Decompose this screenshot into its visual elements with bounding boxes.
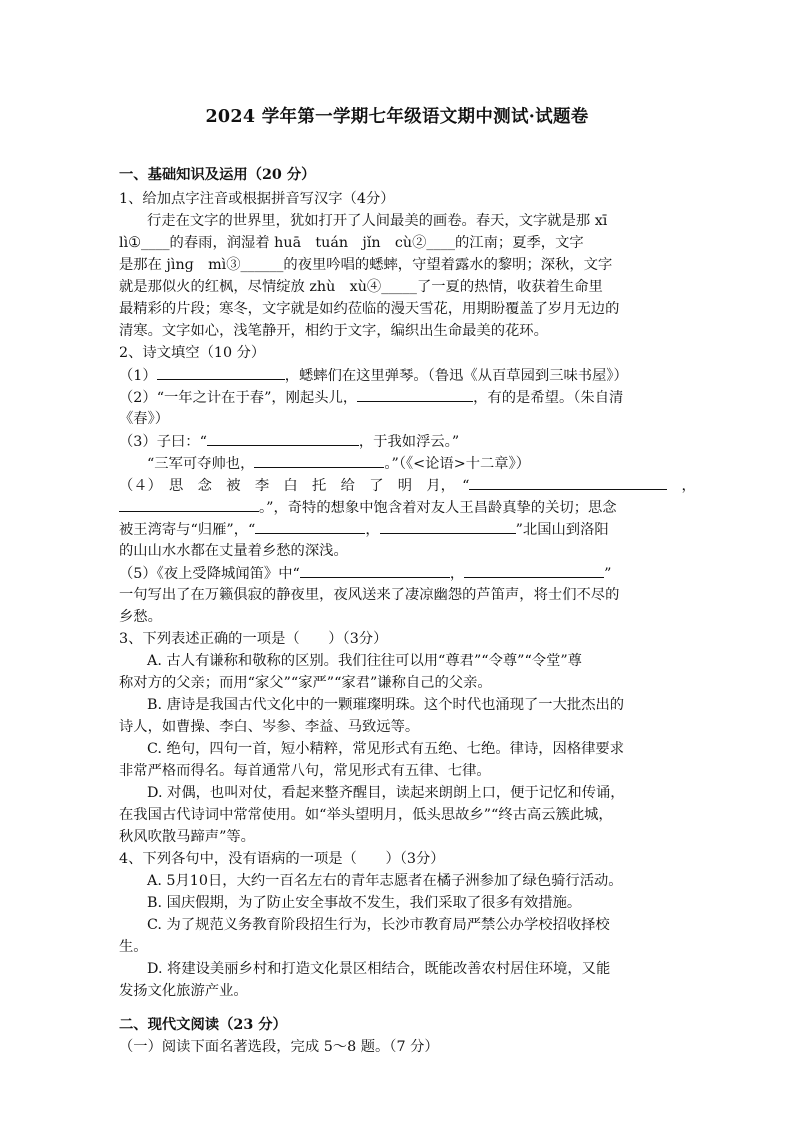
q3-option-a: A. 古人有谦称和敬称的区别。我们往往可以用“尊君”“令尊”“令堂”尊: [147, 653, 582, 669]
q3-option-a-cont: 称对方的父亲；而用“家父”“家严”“家君”谦称自己的父亲。: [119, 675, 492, 691]
q2-item-3-second: [147, 453, 679, 474]
q1-stem: 1、给加点字注音或根据拼音写汉字（4分）: [119, 191, 395, 207]
q2-item-3-suffix: ，于我如浮云。”: [358, 434, 460, 450]
answer-blank[interactable]: [255, 519, 365, 534]
q4-option-a: A. 5月10日，大约一百名左右的青年志愿者在橘子洲参加了绿色骑行活动。: [147, 873, 623, 889]
q2-item-5-prefix: （5）《夜上受降城闻笛》中“: [119, 566, 300, 582]
q2-item-2-prefix: （2）“一年之计在于春”，刚起头儿，: [119, 390, 358, 406]
q2-item-4-comma-2: ，: [365, 522, 380, 538]
q4-stem: 4、下列各句中，没有语病的一项是（ ）（3分）: [119, 851, 445, 867]
section-2-heading: 二、现代文阅读（23 分）: [119, 1017, 287, 1033]
q4-option-d-cont: 发扬文化旅游产业。: [119, 983, 248, 999]
q2-item-1: [119, 365, 679, 386]
answer-blank[interactable]: [157, 365, 285, 380]
exam-title: 2024 学年第一学期七年级语文期中测试·试题卷: [205, 107, 589, 127]
section-2-subheading: （一）阅读下面名著选段，完成 5～8 题。（7 分）: [119, 1039, 439, 1055]
q2-item-3: [119, 431, 679, 452]
q2-item-4-text: 。”，奇特的想象中饱含着对友人王昌龄真挚的关切；思念: [259, 500, 617, 516]
answer-blank[interactable]: [469, 475, 667, 490]
q2-item-3b-suffix: 。”（《<论语>十二章》）: [384, 456, 531, 472]
q2-stem: 2、诗文填空（10 分）: [119, 345, 266, 361]
q3-option-c-cont: 非常严格而得名。每首通常八句，常见形式有五律、七律。: [119, 763, 491, 779]
q3-option-b-cont: 诗人，如曹操、李白、岑参、李益、马致远等。: [119, 719, 420, 735]
q2-item-3b-prefix: “三军可夺帅也，: [147, 456, 255, 472]
q1-passage-line: 行走在文字的世界里，犹如打开了人间最美的画卷。春天，文字就是那 xī: [147, 213, 608, 229]
q1-passage-line: 最精彩的片段；寒冬，文字就是如约莅临的漫天雪花，用期盼覆盖了岁月无边的: [119, 301, 620, 317]
q4-option-c-cont: 生。: [119, 939, 148, 955]
q1-passage-line: 就是那似火的红枫，尽情绽放 zhù xù④_____了一夏的热情，收获着生命里: [119, 279, 603, 295]
q2-item-5-quote: ”: [604, 566, 612, 582]
q2-item-4: [119, 475, 696, 496]
q3-stem: 3、下列表述正确的一项是（ ）（3分）: [119, 631, 388, 647]
section-1-heading: 一、基础知识及运用（20 分）: [119, 167, 316, 183]
q2-item-5-line-3: 乡愁。: [119, 609, 162, 625]
q2-item-2-source: 《春》）: [119, 411, 170, 427]
q2-item-4-comma: ，: [681, 478, 696, 494]
q4-option-d: D. 将建设美丽乡村和打造文化景区相结合，既能改善农村居住环境，又能: [147, 961, 611, 977]
q2-item-1-prefix: （1）: [119, 368, 157, 384]
q2-item-5-line-2: 一句写出了在万籁俱寂的静夜里，夜风送来了凄凉幽怨的芦笛声，将士们不尽的: [119, 587, 620, 603]
q1-passage-line: lì①____的春雨，润湿着 huā tuán jǐn cù②____的江南；夏季，文字: [119, 235, 584, 251]
q2-item-3-prefix: （3）子曰：“: [119, 434, 207, 450]
q2-item-1-suffix: ，蟋蟀们在这里弹琴。（鲁迅《从百草园到三味书屋》）: [284, 368, 628, 384]
q2-item-4-line-3: [119, 519, 679, 540]
answer-blank[interactable]: [464, 563, 604, 578]
q3-option-d-cont-2: 秋风吹散马蹄声”等。: [119, 829, 255, 845]
answer-blank[interactable]: [207, 431, 359, 446]
q3-option-b: B. 唐诗是我国古代文化中的一颗璀璨明珠。这个时代也涌现了一大批杰出的: [147, 697, 625, 713]
q3-option-d-cont: 在我国古代诗词中常常使用。如“举头望明月，低头思故乡”“终古高云簇此城，: [119, 807, 613, 823]
answer-blank[interactable]: [357, 387, 473, 402]
q3-option-c: C. 绝句，四句一首，短小精粹，常见形式有五绝、七绝。律诗，因格律要求: [147, 741, 625, 757]
answer-blank[interactable]: [380, 519, 516, 534]
q3-option-d: D. 对偶，也叫对仗，看起来整齐醒目，读起来朗朗上口，便于记忆和传诵，: [147, 785, 625, 801]
q1-passage-line: 是那在 jìnɡ mì③______的夜里吟唱的蟋蟀，守望着露水的黎明；深秋，文字: [119, 257, 613, 273]
answer-blank[interactable]: [254, 453, 384, 468]
q2-item-5: [119, 563, 679, 584]
q2-item-4-prefix: （４） 思 念 被 李 白 托 给 了 明 月， “: [119, 478, 470, 494]
q2-item-4-text-3: ”北国山到洛阳: [515, 522, 609, 538]
q2-item-4-line-4: 的山山水水都在丈量着乡愁的深浅。: [119, 543, 348, 559]
q2-item-5-comma: ，: [449, 566, 465, 582]
answer-blank[interactable]: [300, 563, 450, 578]
q2-item-2-suffix: ，有的是希望。（朱自清: [473, 390, 624, 406]
q2-item-4-text-2: 被王湾寄与“归雁”，“: [119, 522, 256, 538]
q4-option-b: B. 国庆假期，为了防止安全事故不发生，我们采取了很多有效措施。: [147, 895, 582, 911]
q2-item-2: [119, 387, 679, 408]
answer-blank[interactable]: [119, 497, 259, 512]
q4-option-c: C. 为了规范义务教育阶段招生行为，长沙市教育局严禁公办学校招收择校: [147, 917, 610, 933]
q1-passage-line: 清寒。文字如心，浅笔静开，相约于文字，编织出生命最美的花环。: [119, 323, 548, 339]
q2-item-4-line-2: [119, 497, 679, 518]
